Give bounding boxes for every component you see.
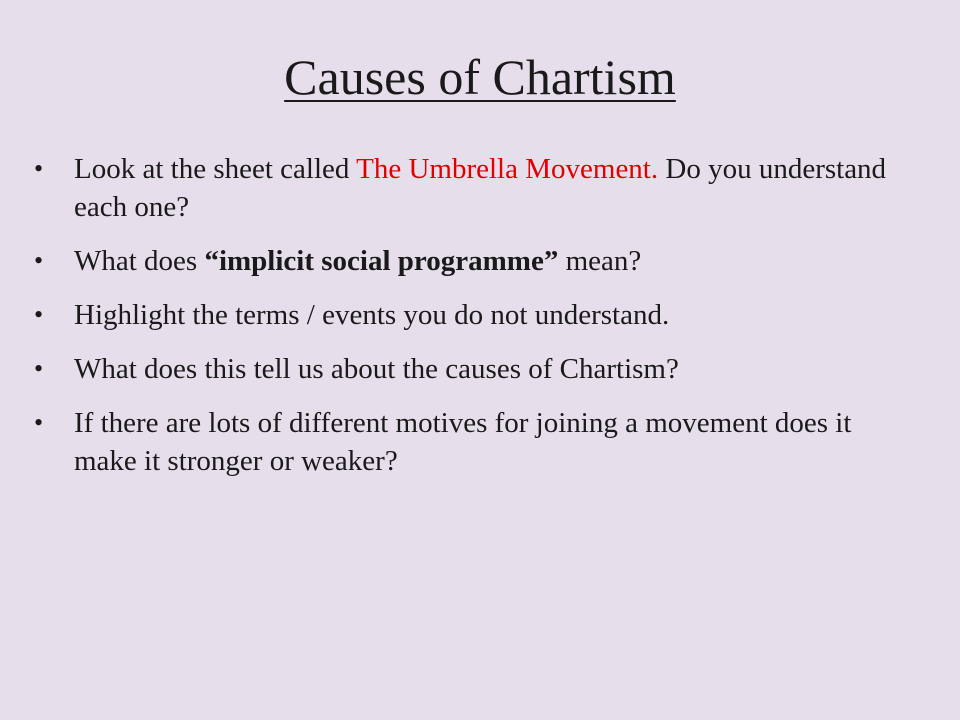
bullet-text: Look at the sheet called	[74, 153, 357, 185]
bullet-item	[34, 150, 914, 226]
bullet-text: What does this tell us about the causes of Chartism?	[74, 353, 679, 385]
bullet-item	[34, 404, 914, 480]
bullet-list	[34, 150, 914, 496]
bold-term: “implicit social programme”	[204, 245, 559, 277]
bullet-text: Highlight the terms / events you do not understand.	[74, 299, 670, 331]
bullet-item	[34, 350, 914, 388]
bullet-icon: •	[34, 354, 44, 383]
bullet-item	[34, 242, 914, 280]
bullet-icon: •	[34, 246, 44, 275]
slide-title: Causes of Chartism	[284, 49, 676, 105]
bullet-text: Do you understand each one?	[74, 153, 887, 223]
bullet-item	[34, 296, 914, 334]
bullet-text: What does	[74, 245, 205, 277]
bullet-icon: •	[34, 154, 44, 183]
highlighted-sheet-name: The Umbrella Movement.	[356, 153, 659, 185]
bullet-icon: •	[34, 300, 44, 329]
bullet-text: mean?	[558, 245, 642, 277]
bullet-icon: •	[34, 408, 44, 437]
bullet-text: If there are lots of different motives for joining a movement does it make it stronger or weaker?	[74, 407, 852, 477]
